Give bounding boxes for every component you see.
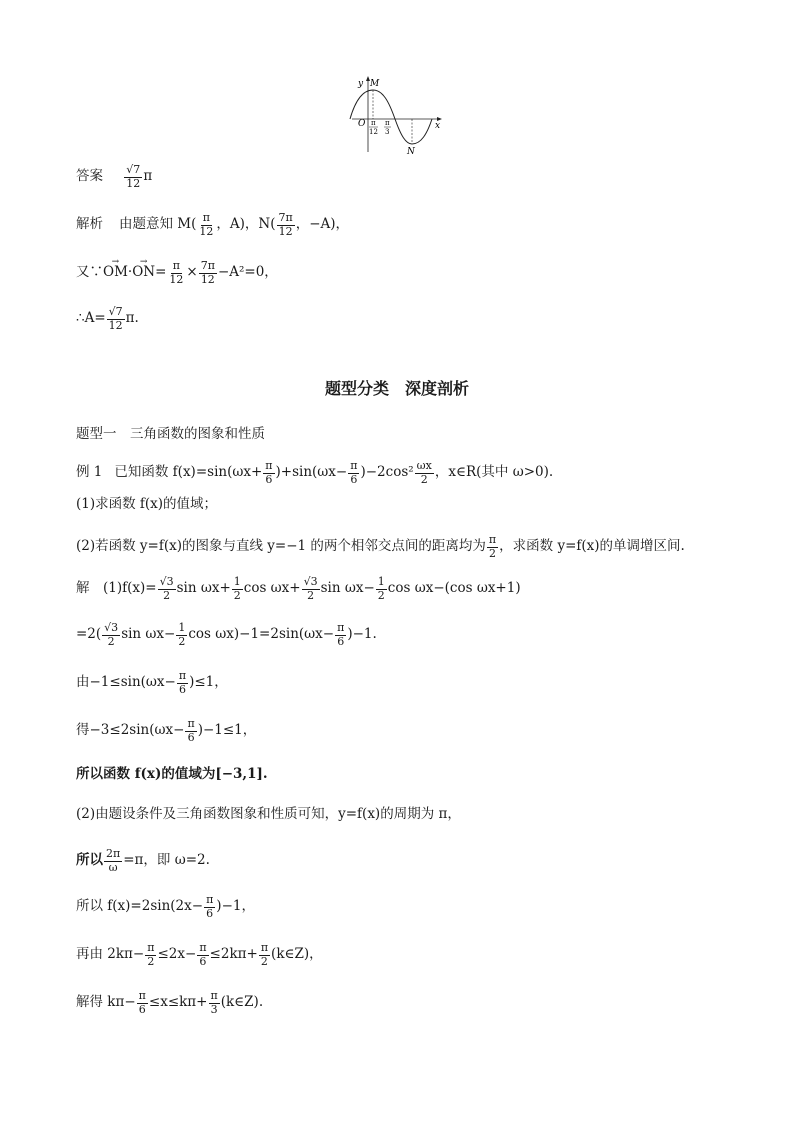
since-lead: 又∵	[76, 264, 103, 281]
sol2-frac2-num: 1	[178, 621, 186, 634]
sol1-frac2-num: 1	[233, 575, 241, 588]
since-times: ×	[186, 264, 198, 281]
sol7-a: 所以	[76, 852, 103, 869]
sol1-frac4-den: 2	[377, 588, 385, 602]
sol2-frac2-den: 2	[178, 634, 186, 648]
sol10-frac2	[209, 990, 220, 1016]
since-frac2-den: 12	[200, 272, 215, 286]
solution-line-1	[76, 576, 521, 602]
analysis-label: 解析	[76, 216, 103, 233]
since-frac1-num: π	[172, 259, 180, 272]
sol8-b: )−1，	[216, 898, 255, 915]
therefore-num: √7	[108, 305, 123, 318]
sol1-frac2	[232, 576, 243, 602]
example-frac1	[263, 460, 274, 486]
therefore-lead: ∴A=	[76, 310, 106, 327]
sol8-a: 所以 f(x)=2sin(2x−	[76, 898, 204, 915]
answer-fraction	[124, 164, 142, 190]
vector-on: → ON	[132, 266, 155, 280]
tick1-numerator: π	[371, 119, 376, 127]
solution-line-2	[76, 622, 377, 648]
sol9-b: ≤2x−	[157, 946, 197, 963]
example-frac1-num: π	[265, 459, 273, 472]
tick2-numerator: π	[385, 119, 390, 127]
sol1-c: cos ωx+	[243, 580, 301, 597]
therefore-line	[76, 306, 139, 332]
sol1-b: sin ωx+	[176, 580, 231, 597]
example-frac3-den: 2	[420, 472, 428, 486]
analysis-line	[76, 212, 349, 238]
therefore-end: π.	[125, 310, 139, 327]
sol7-b: =π，即 ω=2.	[123, 852, 210, 869]
therefore-den: 12	[108, 318, 123, 332]
sol10-frac1-num: π	[138, 989, 146, 1002]
example-frac3-num: ωx	[416, 459, 432, 472]
sol1-a: 解 (1)f(x)=	[76, 580, 157, 597]
answer-denominator: 12	[126, 176, 141, 190]
sol9-frac3-den: 2	[260, 954, 268, 968]
therefore-fraction	[107, 306, 125, 332]
sol1-frac1	[158, 576, 176, 602]
analysis-frac2-den: 12	[278, 224, 293, 238]
sol1-frac2-den: 2	[233, 588, 241, 602]
sol7-frac-num: 2π	[106, 847, 121, 860]
example-line	[76, 460, 553, 486]
sol1-frac1-num: √3	[159, 575, 174, 588]
example-frac3	[415, 460, 434, 486]
analysis-mid: ，A)，N(	[216, 216, 276, 233]
sol9-d: (k∈Z)，	[271, 946, 323, 963]
question-1: (1)求函数 f(x)的值域；	[76, 496, 218, 512]
sol4-a: 得−3≤2sin(ωx−	[76, 722, 185, 739]
sol3-frac-den: 6	[178, 682, 186, 696]
sol1-frac3-num: √3	[303, 575, 318, 588]
sol3-a: 由−1≤sin(ωx−	[76, 674, 176, 691]
solution-line-9	[76, 942, 323, 968]
since-dot: ·	[127, 264, 133, 281]
sol2-d: )−1.	[347, 626, 377, 643]
since-eq: =	[155, 264, 167, 281]
question-2-frac-den: 2	[489, 546, 497, 560]
answer-tail: π	[143, 168, 153, 185]
sol1-frac3	[302, 576, 320, 602]
example-d: ，x∈R(其中 ω>0).	[434, 464, 554, 481]
sol10-frac1	[137, 990, 148, 1016]
sol1-frac4-num: 1	[377, 575, 385, 588]
sol4-b: )−1≤1，	[197, 722, 257, 739]
solution-line-5: 所以函数 f(x)的值域为[−3,1].	[76, 766, 268, 782]
sol2-frac2	[176, 622, 187, 648]
question-2-frac	[487, 534, 498, 560]
solution-line-6: (2)由题设条件及三角函数图象和性质可知，y=f(x)的周期为 π，	[76, 806, 461, 822]
sol9-frac3-num: π	[260, 941, 269, 954]
sol9-frac2-num: π	[199, 941, 207, 954]
sol9-frac2-den: 6	[199, 954, 207, 968]
sol1-frac4	[376, 576, 387, 602]
peak-label: M	[370, 79, 380, 89]
section-title: 题型分类 深度剖析	[324, 379, 469, 398]
since-line	[76, 260, 278, 286]
solution-line-4	[76, 718, 256, 744]
example-frac2	[348, 460, 359, 486]
sol1-d: sin ωx−	[320, 580, 375, 597]
question-2-a: (2)若函数 y=f(x)的图象与直线 y=−1 的两个相邻交点间的距离均为	[76, 538, 486, 555]
sol2-frac1-num: √3	[104, 621, 119, 634]
sol8-frac-den: 6	[206, 906, 214, 920]
since-frac2-num: 7π	[200, 259, 215, 272]
example-frac2-den: 6	[350, 472, 358, 486]
sol3-frac-num: π	[178, 669, 187, 682]
analysis-frac2	[277, 212, 295, 238]
example-a: 已知函数 f(x)=sin(ωx+	[114, 464, 263, 481]
sol7-frac	[104, 848, 122, 874]
tick1-denominator: 12	[369, 128, 378, 136]
sol9-a: 再由 2kπ−	[76, 946, 145, 963]
since-frac1	[167, 260, 185, 286]
since-frac2	[199, 260, 217, 286]
sol2-c: cos ωx)−1=2sin(ωx−	[188, 626, 335, 643]
sol3-frac	[177, 670, 188, 696]
analysis-frac1	[197, 212, 215, 238]
solution-line-3	[76, 670, 228, 696]
sol7-frac-den: ω	[108, 860, 118, 874]
sol2-frac3-num: π	[337, 621, 345, 634]
example-frac2-num: π	[350, 459, 358, 472]
sol4-frac-num: π	[187, 717, 195, 730]
question-2-b: ，求函数 y=f(x)的单调增区间.	[499, 538, 685, 555]
answer-line	[76, 164, 152, 190]
sine-graph-figure	[340, 74, 450, 156]
sol2-frac3-den: 6	[337, 634, 345, 648]
sol8-frac-num: π	[206, 893, 214, 906]
question-2	[76, 534, 685, 560]
sol10-a: 解得 kπ−	[76, 994, 136, 1011]
since-frac1-den: 12	[169, 272, 184, 286]
type-heading: 题型一 三角函数的图象和性质	[76, 426, 265, 442]
sol2-frac1	[102, 622, 120, 648]
analysis-end: ，−A)，	[295, 216, 350, 233]
analysis-lead: 由题意知 M(	[119, 216, 197, 233]
answer-numerator: √7	[126, 163, 141, 176]
y-axis-label: y	[358, 79, 364, 89]
example-b: )+sin(ωx−	[275, 464, 348, 481]
sol4-frac-den: 6	[187, 730, 195, 744]
sol2-b: sin ωx−	[121, 626, 176, 643]
sol9-frac1-num: π	[147, 941, 155, 954]
sol9-c: ≤2kπ+	[209, 946, 258, 963]
sol10-b: ≤x≤kπ+	[148, 994, 208, 1011]
example-label: 例 1	[76, 464, 103, 481]
sol4-frac	[185, 718, 196, 744]
analysis-frac1-num: π	[202, 211, 210, 224]
sol9-frac1	[145, 942, 156, 968]
sol3-b: )≤1，	[189, 674, 228, 691]
vector-om: → OM	[103, 266, 128, 280]
origin-label: O	[358, 119, 366, 129]
sol2-frac1-den: 2	[107, 634, 115, 648]
example-frac1-den: 6	[265, 472, 273, 486]
solution-line-8	[76, 894, 255, 920]
sol9-frac3	[259, 942, 270, 968]
solution-line-7	[76, 848, 210, 874]
sol2-a: =2(	[76, 626, 102, 643]
sol10-frac2-den: 3	[210, 1002, 218, 1016]
analysis-frac1-den: 12	[199, 224, 214, 238]
sol1-frac1-den: 2	[163, 588, 171, 602]
sol2-frac3	[335, 622, 346, 648]
x-axis-label: x	[435, 121, 441, 131]
sol8-frac	[204, 894, 215, 920]
tick2-denominator: 3	[385, 128, 390, 136]
sol10-c: (k∈Z).	[220, 994, 264, 1011]
sol10-frac2-num: π	[210, 989, 218, 1002]
example-c: )−2cos²	[360, 464, 414, 481]
question-2-frac-num: π	[488, 533, 497, 546]
trough-label: N	[407, 147, 415, 156]
analysis-frac2-num: 7π	[278, 211, 293, 224]
sol10-frac1-den: 6	[138, 1002, 146, 1016]
since-end: −A²=0，	[217, 264, 278, 281]
sine-curve	[350, 90, 432, 144]
solution-line-10	[76, 990, 263, 1016]
sol9-frac1-den: 2	[147, 954, 155, 968]
sol1-frac3-den: 2	[307, 588, 315, 602]
sol1-e: cos ωx−(cos ωx+1)	[387, 580, 521, 597]
sol9-frac2	[197, 942, 208, 968]
answer-label: 答案	[76, 168, 103, 185]
